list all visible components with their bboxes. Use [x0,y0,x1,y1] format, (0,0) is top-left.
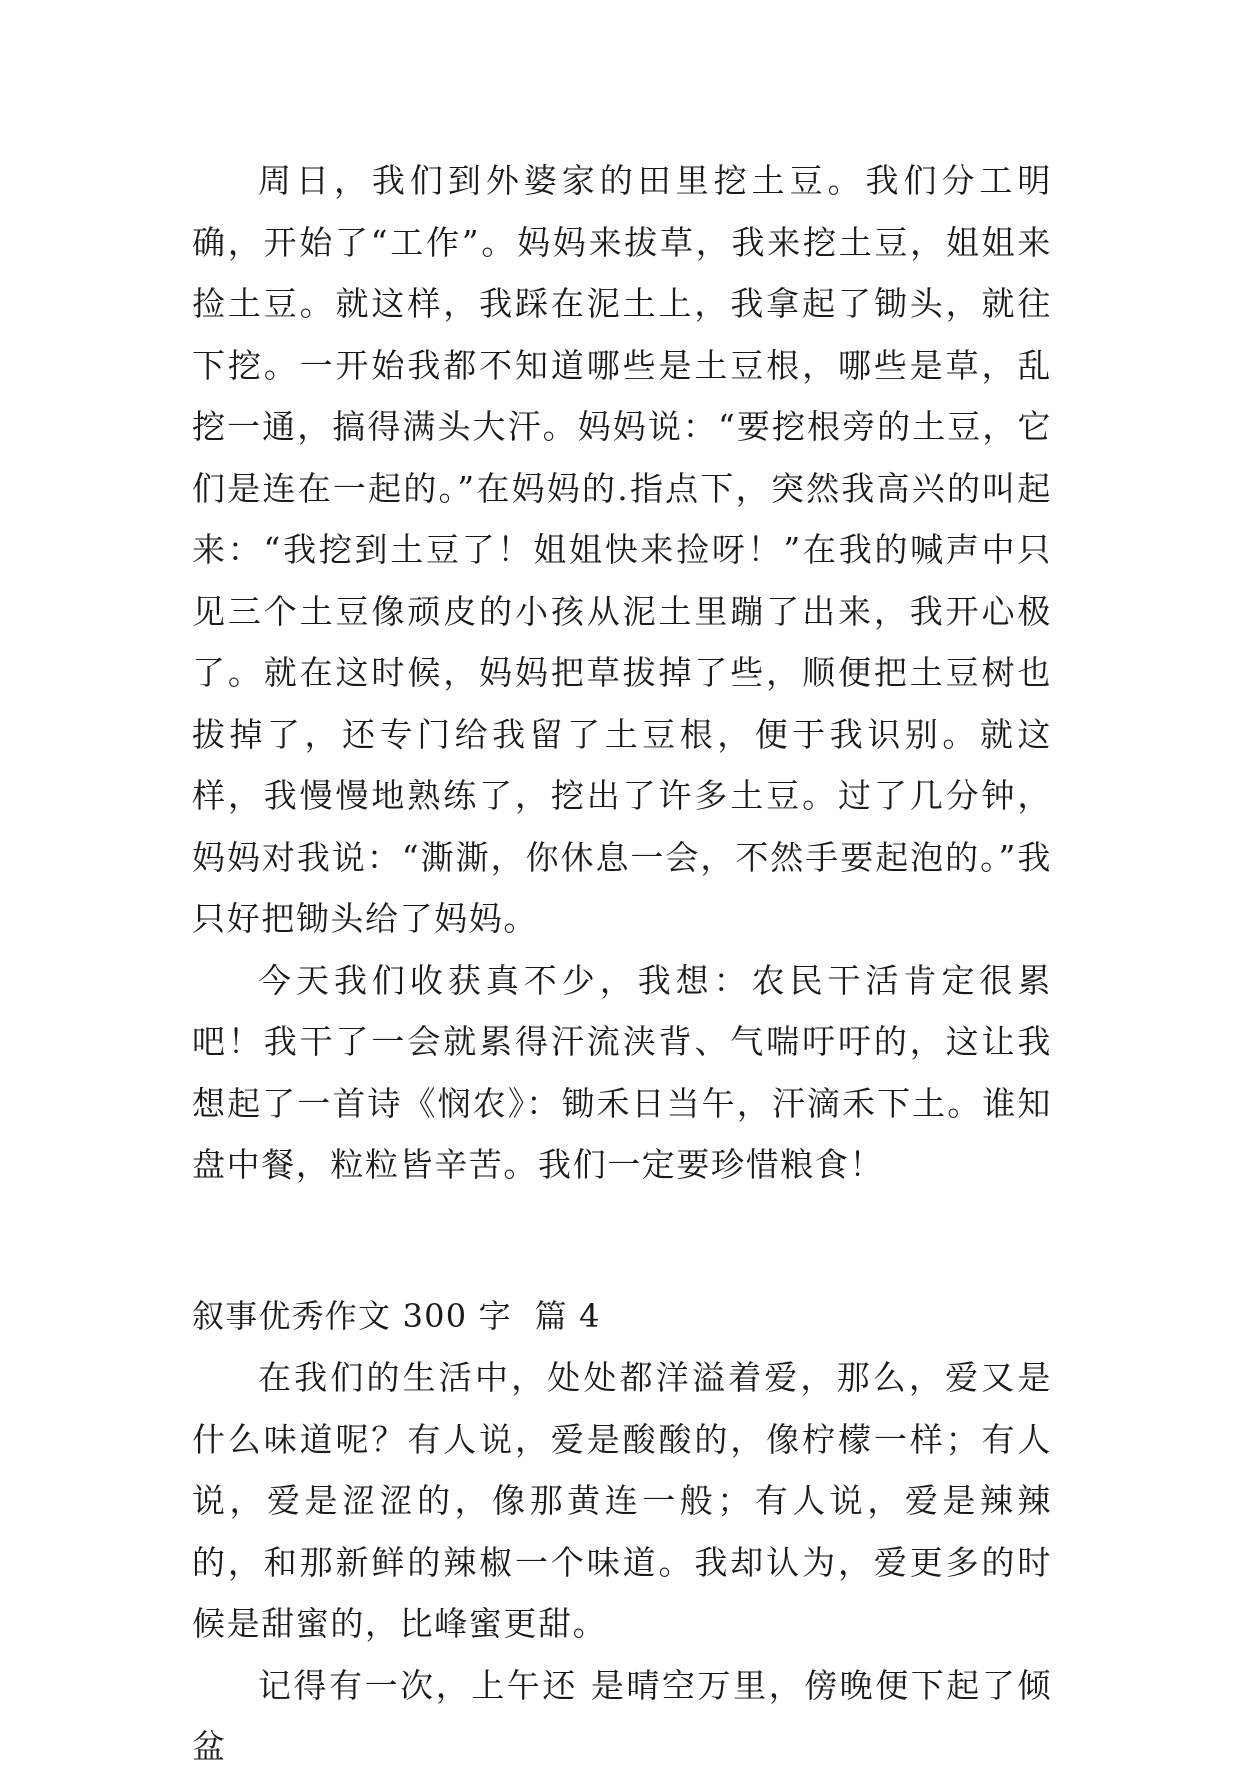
paragraph-potato-digging: 周日，我们到外婆家的田里挖土豆。我们分工明确，开始了“工作”。妈妈来拔草，我来挖土豆，姐姐来捡土豆。就这样，我踩在泥土上，我拿起了锄头，就往下挖。一开始我都不知道哪些是土豆根，哪些是草，乱挖一通，搞得满头大汗。妈妈说：“要挖根旁的土豆，它们是连在一起的。”在妈妈的.指点下，突然我高兴的叫起来：“我挖到土豆了！姐姐快来捡呀！”在我的喊声中只见三个土豆像顽皮的小孩从泥土里蹦了出来，我开心极了。就在这时候，妈妈把草拔掉了些，顺便把土豆树也拔掉了，还专门给我留了土豆根，便于我识别。就这样，我慢慢地熟练了，挖出了许多土豆。过了几分钟，妈妈对我说：“澌澌，你休息一会，不然手要起泡的。”我只好把锄头给了妈妈。 [192,161,1052,938]
section-title: 叙事优秀作文 300 字 篇 4 [192,1296,601,1335]
paragraph-memory-start: 记得有一次，上午还 是晴空万里，傍晚便下起了倾盆 [192,1665,1052,1766]
paragraph-taste-of-love: 在我们的生活中，处处都洋溢着爱，那么，爱又是什么味道呢？有人说，爱是酸酸的，像柠檬一样；有人说，爱是涩涩的，像那黄连一般；有人说，爱是辣辣的，和那新鲜的辣椒一个味道。我却认为，爱更多的时候是甜蜜的，比峰蜜更甜。 [192,1358,1052,1643]
document-body [192,150,1052,1778]
paragraph-harvest-reflection: 今天我们收获真不少，我想：农民干活肯定很累吧！我干了一会就累得汗流浃背、气喘吁吁的，这让我想起了一首诗《悯农》：锄禾日当午，汗滴禾下土。谁知盘中餐，粒粒皆辛苦。我们一定要珍惜粮食！ [192,960,1052,1184]
